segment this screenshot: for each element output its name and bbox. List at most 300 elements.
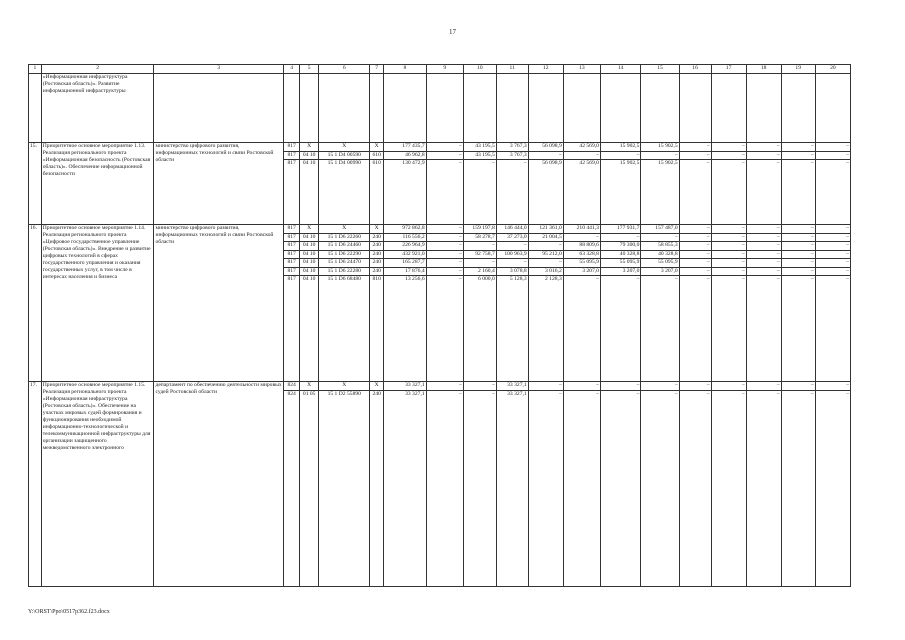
value-cell: –	[712, 225, 746, 234]
value-cell: 15 902,5	[641, 143, 678, 152]
value-cell: –	[641, 152, 678, 161]
value-cell: –	[558, 390, 562, 397]
value-cell: –	[776, 390, 780, 397]
value-cell: –	[846, 160, 849, 166]
value-cell: –	[776, 160, 780, 166]
value-cell: –	[596, 276, 599, 282]
value-cell: 33 327,1	[384, 382, 426, 391]
value-cell: 58 278,7	[464, 234, 496, 243]
value-column-10	[463, 382, 496, 587]
value-cell: 121 361,0	[529, 225, 563, 234]
value-cell: –	[636, 390, 640, 397]
value-column-7	[370, 225, 384, 382]
value-column-19	[781, 382, 815, 587]
value-cell: 15 1 D6 22260	[319, 234, 369, 243]
value-cell: 240	[370, 234, 383, 243]
value-column-4	[284, 382, 300, 587]
value-cell: –	[782, 242, 815, 251]
value-column-8	[384, 225, 427, 382]
value-column-11	[496, 382, 528, 587]
value-cell: –	[601, 234, 640, 243]
value-cell: 5 128,3	[509, 276, 527, 282]
value-cell: –	[712, 242, 746, 251]
value-cell: 157 487,0	[641, 225, 678, 234]
value-cell: 165 287,7	[384, 259, 426, 268]
value-cell: –	[529, 152, 563, 161]
value-cell: 21 004,5	[529, 234, 563, 243]
value-column-16	[679, 225, 711, 382]
value-column-19	[781, 143, 815, 225]
value-cell: –	[680, 225, 711, 234]
value-cell: 42 569,0	[579, 160, 599, 166]
value-cell: 3 078,8	[497, 268, 528, 277]
empty-cell	[384, 74, 427, 143]
value-cell: 226 964,9	[384, 242, 426, 251]
value-cell: –	[564, 382, 600, 391]
value-cell: –	[492, 390, 495, 397]
empty-cell	[600, 74, 640, 143]
continuation-row	[29, 74, 851, 143]
value-column-20	[815, 143, 850, 225]
value-cell: –	[782, 251, 815, 260]
value-cell: –	[706, 276, 710, 282]
value-cell: –	[816, 242, 850, 251]
value-cell: 04 10	[300, 234, 318, 243]
value-cell: 04 10	[300, 152, 318, 161]
row-number: 15.	[29, 143, 42, 225]
value-cell: 817	[284, 225, 299, 234]
value-cell: 15 1 D2 55890	[327, 390, 361, 397]
column-header: 10	[463, 65, 496, 74]
value-cell: 3 207,0	[641, 268, 678, 277]
measure-description: Приоритетное основное мероприятие 1.15. Реализация регионального проекта «Информационная инфраструктура (Ростовская область)». Обеспечение на участках мировых судей формирования и функционирования необходимой информационно-технологической и телекоммуникационной инфраструктуры для организации защищенного межведомственного электронного	[41, 382, 154, 587]
value-cell: –	[680, 152, 711, 161]
value-cell: –	[810, 390, 814, 397]
value-cell: –	[427, 143, 463, 152]
value-cell: 43 195,5	[464, 143, 496, 152]
empty-cell	[563, 74, 600, 143]
value-cell: –	[747, 152, 781, 161]
file-path-footer: Y:\ORST\Ppo\0517p362.f23.docx	[28, 609, 110, 615]
value-cell: 15 902,5	[601, 143, 640, 152]
value-cell: 92 758,7	[464, 251, 496, 260]
column-header: 20	[815, 65, 850, 74]
responsible-executor: министерство цифрового развития, информационных технологий и связи Ростовской области	[154, 225, 284, 382]
value-cell: –	[427, 152, 463, 161]
value-cell: –	[816, 259, 850, 268]
value-cell: 88 809,6	[564, 242, 600, 251]
value-cell: –	[747, 251, 781, 260]
value-cell: 04 10	[300, 268, 318, 277]
value-cell: –	[464, 242, 496, 251]
value-column-4	[284, 225, 300, 382]
table-row	[29, 143, 851, 225]
value-cell: 15 1 D6 24460	[319, 242, 369, 251]
value-cell: –	[712, 143, 746, 152]
table-row	[29, 382, 851, 587]
value-cell: –	[706, 390, 710, 397]
value-cell: 240	[370, 242, 383, 251]
empty-cell	[815, 74, 850, 143]
value-cell: –	[782, 225, 815, 234]
value-cell: –	[674, 390, 678, 397]
value-cell: 610	[372, 160, 381, 166]
value-cell: 6 000,0	[478, 276, 495, 282]
value-column-9	[426, 382, 463, 587]
value-cell: 17 876,4	[384, 268, 426, 277]
column-header: 5	[300, 65, 319, 74]
value-column-8	[384, 382, 427, 587]
value-cell: –	[523, 160, 527, 166]
column-header: 9	[426, 65, 463, 74]
value-cell: –	[427, 268, 463, 277]
value-cell: 610	[370, 152, 383, 161]
value-cell: –	[747, 259, 781, 268]
value-column-7	[370, 143, 384, 225]
value-cell: 15 1 D4 00590	[319, 152, 369, 161]
value-cell: 15 1 D6 22290	[319, 251, 369, 260]
value-cell: 810	[372, 276, 381, 282]
column-header: 19	[781, 65, 815, 74]
empty-cell	[29, 74, 42, 143]
value-cell: 13 256,6	[405, 276, 425, 282]
empty-cell	[641, 74, 679, 143]
measure-description: Приоритетное основное мероприятие 1.13. Реализация регионального проекта «Информационная безопасность (Ростовская область)». Обеспечение информационной безопасности	[41, 143, 154, 225]
value-column-10	[463, 143, 496, 225]
value-cell: –	[706, 160, 710, 166]
value-column-16	[679, 143, 711, 225]
budget-table	[28, 64, 851, 587]
value-column-6	[319, 225, 370, 382]
column-header: 16	[679, 65, 711, 74]
value-cell: –	[816, 268, 850, 277]
value-cell: –	[816, 225, 850, 234]
value-column-18	[746, 143, 781, 225]
empty-cell	[319, 74, 370, 143]
value-cell: –	[492, 160, 495, 166]
value-cell: –	[712, 382, 746, 391]
value-cell: 40 328,8	[641, 251, 678, 260]
value-cell: –	[641, 234, 678, 243]
value-cell: X	[319, 143, 369, 152]
value-cell: –	[782, 143, 815, 152]
table-row	[29, 225, 851, 382]
value-column-15	[641, 225, 679, 382]
value-cell: –	[601, 382, 640, 391]
value-cell: 240	[370, 268, 383, 277]
value-cell: 3 767,3	[497, 152, 528, 161]
value-cell: –	[464, 382, 496, 391]
value-column-8	[384, 143, 427, 225]
value-cell: –	[712, 152, 746, 161]
value-cell: X	[370, 382, 383, 391]
page-number: 17	[449, 28, 456, 36]
empty-cell	[463, 74, 496, 143]
value-cell: 3 207,0	[601, 268, 640, 277]
value-cell: –	[529, 382, 563, 391]
value-column-20	[815, 382, 850, 587]
value-cell: –	[782, 382, 815, 391]
value-cell: 43 195,5	[464, 152, 496, 161]
value-cell: 15 1 D6 22280	[319, 268, 369, 277]
value-cell: –	[741, 390, 745, 397]
value-cell: –	[596, 390, 599, 397]
column-header: 6	[319, 65, 370, 74]
value-cell: 95 212,0	[529, 251, 563, 260]
value-cell: 55 095,9	[641, 259, 678, 268]
value-cell: 58 855,3	[641, 242, 678, 251]
value-cell: –	[497, 259, 528, 268]
value-column-13	[563, 225, 600, 382]
value-column-11	[496, 225, 528, 382]
value-cell: 817	[287, 276, 296, 282]
value-cell: 210 441,3	[564, 225, 600, 234]
value-cell: X	[300, 225, 318, 234]
value-cell: 55 095,9	[564, 259, 600, 268]
responsible-executor: министерство цифрового развития, информационных технологий и связи Ростовской области	[154, 143, 284, 225]
value-cell: X	[319, 382, 369, 391]
value-cell: –	[464, 259, 496, 268]
value-cell: –	[427, 259, 463, 268]
value-cell: –	[747, 242, 781, 251]
value-cell: 04 10	[302, 276, 316, 282]
value-cell: 56 098,9	[542, 160, 562, 166]
value-cell: –	[747, 143, 781, 152]
value-cell: –	[529, 259, 563, 268]
value-column-15	[641, 382, 679, 587]
value-cell: 79 300,0	[601, 242, 640, 251]
value-cell: –	[427, 242, 463, 251]
value-cell: –	[747, 382, 781, 391]
value-column-6	[319, 382, 370, 587]
value-cell: –	[674, 276, 678, 282]
empty-cell	[746, 74, 781, 143]
value-cell: –	[810, 276, 814, 282]
value-cell: –	[459, 390, 462, 397]
value-cell: –	[816, 143, 850, 152]
value-cell: 37 273,0	[497, 234, 528, 243]
value-column-13	[563, 382, 600, 587]
value-column-14	[600, 225, 640, 382]
value-cell: –	[680, 382, 711, 391]
value-cell: –	[816, 152, 850, 161]
value-cell: –	[427, 234, 463, 243]
value-cell: 240	[370, 259, 383, 268]
value-cell: –	[782, 234, 815, 243]
value-cell: –	[846, 276, 849, 282]
value-cell: –	[680, 268, 711, 277]
value-cell: 46 962,8	[384, 152, 426, 161]
value-cell: 55 095,9	[601, 259, 640, 268]
value-column-13	[563, 143, 600, 225]
value-column-6	[319, 143, 370, 225]
value-cell: 130 472,9	[402, 160, 425, 166]
value-cell: 824	[287, 390, 296, 397]
value-cell: –	[712, 268, 746, 277]
value-cell: 01 05	[302, 390, 316, 397]
value-column-17	[711, 225, 746, 382]
value-column-9	[426, 143, 463, 225]
value-cell: X	[319, 225, 369, 234]
value-cell: 40 328,8	[601, 251, 640, 260]
value-cell: –	[747, 225, 781, 234]
value-column-17	[711, 382, 746, 587]
value-cell: 42 569,0	[564, 143, 600, 152]
value-cell: X	[300, 382, 318, 391]
value-column-12	[528, 225, 563, 382]
value-column-11	[496, 143, 528, 225]
value-column-16	[679, 382, 711, 587]
value-cell: –	[782, 152, 815, 161]
empty-cell	[781, 74, 815, 143]
value-cell: –	[776, 276, 780, 282]
value-cell: 04 10	[300, 242, 318, 251]
value-cell: 817	[284, 143, 299, 152]
value-cell: –	[427, 251, 463, 260]
value-cell: 817	[284, 268, 299, 277]
value-column-9	[426, 225, 463, 382]
value-cell: –	[680, 242, 711, 251]
measure-description: «Информационная инфраструктура (Ростовская область)». Развитие информационной инфраструктуры	[41, 74, 154, 143]
value-column-19	[781, 225, 815, 382]
value-cell: –	[641, 382, 678, 391]
value-column-5	[300, 143, 319, 225]
value-column-4	[284, 143, 300, 225]
value-cell: 817	[287, 160, 296, 166]
value-cell: 15 902,5	[658, 160, 678, 166]
value-cell: –	[601, 152, 640, 161]
column-header: 17	[711, 65, 746, 74]
value-column-10	[463, 225, 496, 382]
value-cell: 2 160,4	[464, 268, 496, 277]
value-cell: 817	[284, 234, 299, 243]
value-column-14	[600, 143, 640, 225]
value-cell: –	[810, 160, 814, 166]
value-cell: 04 10	[300, 259, 318, 268]
value-cell: 3 207,0	[564, 268, 600, 277]
value-cell: –	[459, 160, 462, 166]
value-cell: 15 1 D6 24470	[319, 259, 369, 268]
value-column-18	[746, 382, 781, 587]
value-cell: 04 10	[300, 251, 318, 260]
row-number: 17.	[29, 382, 42, 587]
empty-cell	[426, 74, 463, 143]
column-header: 7	[370, 65, 384, 74]
column-header: 12	[528, 65, 563, 74]
value-cell: –	[782, 268, 815, 277]
value-cell: –	[747, 268, 781, 277]
value-cell: 146 444,0	[497, 225, 528, 234]
value-cell: –	[816, 234, 850, 243]
value-cell: –	[636, 276, 640, 282]
value-column-17	[711, 143, 746, 225]
column-header: 3	[154, 65, 284, 74]
value-column-18	[746, 225, 781, 382]
empty-cell	[711, 74, 746, 143]
value-cell: 177 931,7	[601, 225, 640, 234]
value-cell: 15 1 D6 68480	[327, 276, 361, 282]
column-header: 8	[384, 65, 427, 74]
value-cell: –	[782, 259, 815, 268]
empty-cell	[370, 74, 384, 143]
value-cell: 817	[284, 251, 299, 260]
value-cell: 177 435,7	[384, 143, 426, 152]
value-column-14	[600, 382, 640, 587]
value-column-7	[370, 382, 384, 587]
value-cell: –	[712, 251, 746, 260]
value-cell: 33 327,1	[497, 382, 528, 391]
value-column-12	[528, 382, 563, 587]
value-cell: 63 328,8	[564, 251, 600, 260]
value-cell: 3 016,2	[529, 268, 563, 277]
value-cell: 15 902,5	[619, 160, 640, 166]
empty-cell	[496, 74, 528, 143]
value-cell: –	[529, 242, 563, 251]
value-cell: 100 963,9	[497, 251, 528, 260]
value-cell: 240	[370, 251, 383, 260]
value-cell: –	[747, 234, 781, 243]
value-cell: –	[497, 242, 528, 251]
column-header: 18	[746, 65, 781, 74]
value-cell: –	[427, 382, 463, 391]
column-header: 15	[641, 65, 679, 74]
measure-description: Приоритетное основное мероприятие 1.14. Реализация регионального проекта «Цифровое государственное управление (Ростовская область)». Внедрение и развитие цифровых технологий в сферах государственного управления и оказания государственных услуг, в том числе в интересах населения и бизнеса	[41, 225, 154, 382]
value-cell: 432 921,0	[384, 251, 426, 260]
value-cell: X	[300, 143, 318, 152]
value-cell: –	[816, 382, 850, 391]
value-cell: –	[712, 234, 746, 243]
value-cell: 15 1 D4 00990	[327, 160, 361, 166]
value-cell: 2 128,3	[544, 276, 562, 282]
empty-cell	[154, 74, 284, 143]
empty-cell	[528, 74, 563, 143]
value-cell: –	[427, 225, 463, 234]
value-cell: –	[846, 390, 849, 397]
empty-cell	[300, 74, 319, 143]
column-header: 2	[41, 65, 154, 74]
value-cell: –	[564, 234, 600, 243]
value-column-15	[641, 143, 679, 225]
value-cell: 116 556,2	[384, 234, 426, 243]
value-cell: 04 10	[302, 160, 316, 166]
value-cell: –	[741, 276, 745, 282]
header-row	[29, 65, 851, 74]
value-cell: X	[370, 143, 383, 152]
empty-cell	[284, 74, 300, 143]
value-cell: 33 327,1	[405, 390, 425, 397]
value-cell: –	[741, 160, 745, 166]
value-column-12	[528, 143, 563, 225]
value-cell: 817	[284, 152, 299, 161]
value-cell: –	[680, 251, 711, 260]
value-cell: –	[680, 234, 711, 243]
value-cell: –	[680, 143, 711, 152]
value-cell: 824	[284, 382, 299, 391]
value-cell: 33 327,1	[507, 390, 527, 397]
column-header: 4	[284, 65, 300, 74]
value-cell: 3 767,3	[497, 143, 528, 152]
value-cell: –	[712, 259, 746, 268]
row-number: 16.	[29, 225, 42, 382]
value-column-5	[300, 382, 319, 587]
value-column-5	[300, 225, 319, 382]
column-header: 13	[563, 65, 600, 74]
value-cell: –	[680, 259, 711, 268]
value-cell: 240	[372, 390, 381, 397]
value-cell: –	[564, 152, 600, 161]
value-cell: –	[459, 276, 462, 282]
value-column-20	[815, 225, 850, 382]
